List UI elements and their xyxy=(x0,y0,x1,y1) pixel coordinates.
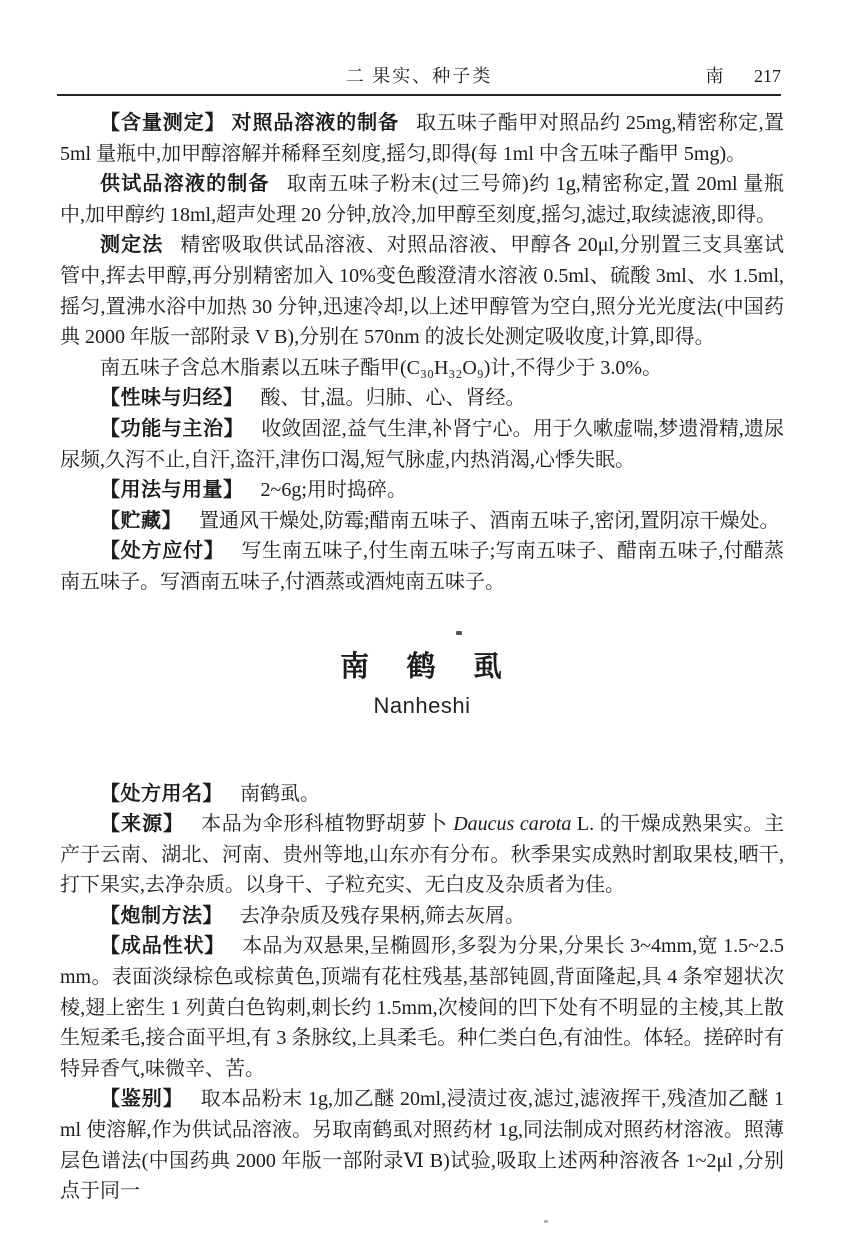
paragraph xyxy=(60,901,784,932)
text-run: 精密吸取供试品溶液、对照品溶液、甲醇各 20μl,分别置三支具塞试管中,挥去甲醇,再分别精密加入 10%变色酸澄清水溶液 0.5ml、硫酸 3ml、水 1.5ml,摇匀,置沸水浴中加热 30 分钟,迅速冷却,以上述甲醇管为空白,照分光光度法(中国药典 2000 年版一部附录 V B),分别在 570nm 的波长处测定吸收度,计算,即得。 xyxy=(60,234,785,349)
text-run: 南五味子含总木脂素以五味子酯甲(C₃₀H₃₂O₉)计,不得少于 3.0%。 xyxy=(100,356,663,379)
paragraph xyxy=(60,931,784,1084)
paragraph xyxy=(60,1084,784,1206)
entry-label: 【处方应付】 xyxy=(100,540,225,563)
text-run: 写生南五味子,付生南五味子;写南五味子、醋南五味子,付醋蒸南五味子。写酒南五味子,付酒蒸或酒炖南五味子。 xyxy=(60,540,785,593)
index-char: 南 xyxy=(705,66,724,86)
monograph-nanheshi-section xyxy=(60,644,784,1207)
entry-label: 【炮制方法】 xyxy=(100,904,223,927)
text-run: L. 的干燥成熟果实。主产于云南、湖北、河南、贵州等地,山东亦有分布。秋季果实成熟时割取果枝,晒干,打下果实,去净杂质。以身干、子粒充实、无白皮及杂质者为佳。 xyxy=(60,813,785,897)
entry-label: 【用法与用量】 xyxy=(100,479,244,502)
entry-label: 【含量测定】 对照品溶液的制备 xyxy=(100,112,400,134)
monograph-paragraphs xyxy=(60,779,784,1207)
entry-label: 【来源】 xyxy=(100,813,185,836)
text-run: 本品为伞形科植物野胡萝卜 xyxy=(201,813,454,836)
text-run: 置通风干燥处,防霉;醋南五味子、酒南五味子,密闭,置阴凉干燥处。 xyxy=(199,509,780,532)
paragraph xyxy=(60,169,784,230)
paragraph xyxy=(60,230,784,352)
text-run: 收敛固涩,益气生津,补肾宁心。用于久嗽虚喘,梦遗滑精,遗尿尿频,久泻不止,自汗,盗汗,津伤口渴,短气脉虚,内热消渴,心悸失眠。 xyxy=(60,417,785,471)
monograph-nanwuweizi-section xyxy=(60,108,784,598)
paragraph xyxy=(60,506,784,537)
latin-binomial: Daucus carota xyxy=(453,813,572,836)
monograph-pinyin: Nanheshi xyxy=(373,692,471,718)
text-run: 酸、甘,温。归肺、心、肾经。 xyxy=(260,387,526,410)
header-rule xyxy=(57,94,781,96)
text-run: 本品为双悬果,呈椭圆形,多裂为分果,分果长 3~4mm,宽 1.5~2.5mm。表面淡绿棕色或棕黄色,顶端有花柱残基,基部钝圆,背面隆起,具 4 条窄翅状次棱,翅上密生 1 列黄白色钩刺,刺长约 1.5mm,次棱间的凹下处有不明显的主棱,其上散生短柔毛,接合面平坦,有 3 条脉纹,上具柔毛。种仁类白色,有油性。体轻。搓碎时有特异香气,味微辛、苦。 xyxy=(60,935,785,1080)
entry-label: 【鉴别】 xyxy=(100,1088,184,1111)
page-number: 217 xyxy=(754,66,781,86)
paragraph xyxy=(60,475,784,506)
entry-label: 供试品溶液的制备 xyxy=(100,173,270,196)
entry-label: 测定法 xyxy=(100,234,164,257)
paragraph xyxy=(60,809,784,901)
text-run: 取五味子酯甲对照品约 25mg,精密称定,置 5ml 量瓶中,加甲醇溶解并稀释至刻度,摇匀,即得(每 1ml 中含五味子酯甲 5mg)。 xyxy=(60,112,785,165)
running-head-section: 二 果实、种子类 xyxy=(345,66,493,86)
entry-label: 【功能与主治】 xyxy=(100,417,245,440)
text-run: 去净杂质及残存果柄,筛去灰屑。 xyxy=(240,904,525,927)
page-body xyxy=(60,108,784,1207)
entry-label: 【成品性状】 xyxy=(100,935,226,958)
paragraph xyxy=(60,536,784,597)
entry-label: 【贮藏】 xyxy=(100,509,182,532)
paragraph xyxy=(60,108,784,169)
running-head-right xyxy=(706,62,782,88)
print-artifact-dot xyxy=(544,1220,548,1223)
text-run: 南鹤虱。 xyxy=(240,782,320,805)
monograph-title: 南 鹤 虱 xyxy=(340,650,504,683)
paragraph xyxy=(60,383,784,414)
monograph-paragraphs xyxy=(60,108,784,598)
paragraph xyxy=(60,353,784,384)
print-artifact-dot xyxy=(456,631,462,635)
entry-label: 【性味与归经】 xyxy=(100,387,244,410)
paragraph xyxy=(60,414,784,475)
text-run: 2~6g;用时捣碎。 xyxy=(260,479,407,502)
entry-label: 【处方用名】 xyxy=(100,782,223,805)
paragraph xyxy=(60,779,784,810)
text-run: 取本品粉末 1g,加乙醚 20ml,浸渍过夜,滤过,滤液挥干,残渣加乙醚 1ml 使溶解,作为供试品溶液。另取南鹤虱对照药材 1g,同法制成对照药材溶液。照薄层色谱法(中国药典 2000 年版一部附录Ⅵ B)试验,吸取上述两种溶液各 1~2μl ,分别点于同一 xyxy=(60,1088,784,1203)
text-run: 取南五味子粉末(过三号筛)约 1g,精密称定,置 20ml 量瓶中,加甲醇约 18ml,超声处理 20 分钟,放冷,加甲醇至刻度,摇匀,滤过,取续滤液,即得。 xyxy=(60,173,785,226)
running-header xyxy=(57,62,781,88)
